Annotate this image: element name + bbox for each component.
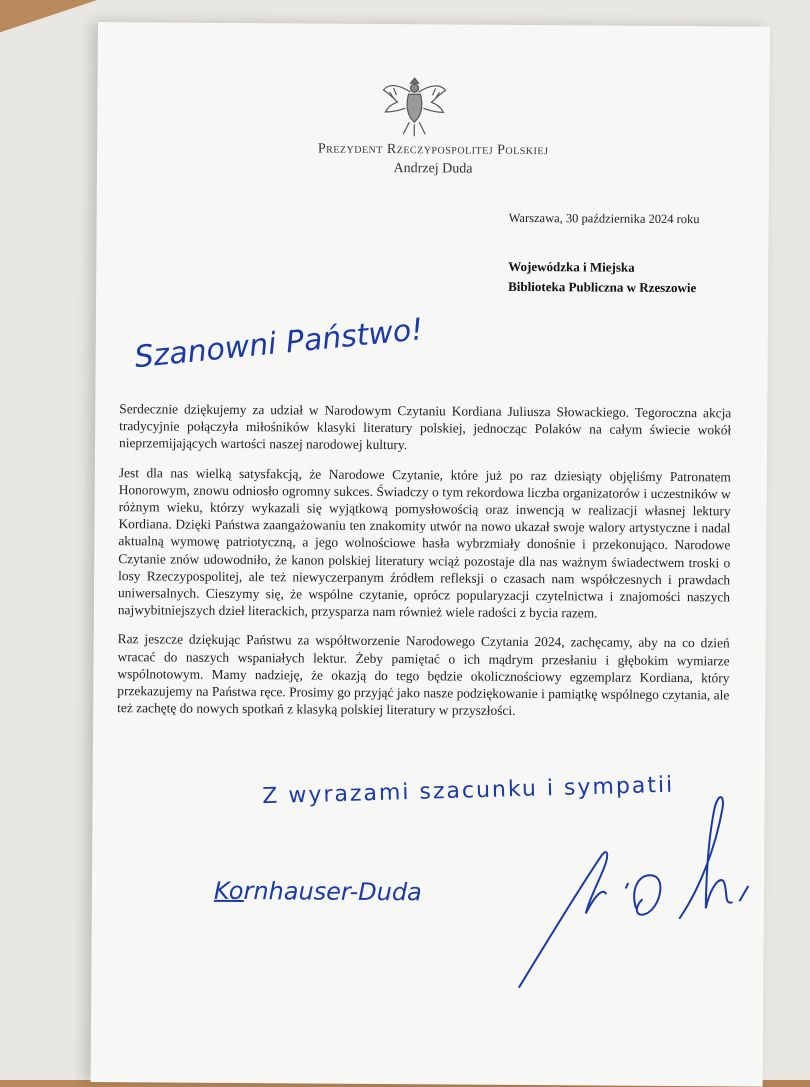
- letter-date: Warszawa, 30 października 2024 roku: [508, 210, 700, 227]
- recipient-line-2: Biblioteka Publiczna w Rzeszowie: [508, 278, 697, 296]
- letter-page: [91, 22, 770, 1087]
- paragraph-2: Jest dla nas wielką satysfakcją, że Narodowe Czytanie, które już po raz dziesiąty objęliśmy Patronatem Honorowym, znowu odniosło ogromny sukces. Świadczy o tym rekordowa liczba organizatorów i uczestników w różnym wieku, którzy wykazali się wyjątkową pomysłowością oraz inwencją w realizacji własnej lektury Kordiana. Dzięki Państwa zaangażowaniu ten znakomity utwór na nowo ukazał swoje walory artystyczne i nadal aktualną wymowę patriotyczną, a jego wolnościowe hasła wybrzmiały donośnie i przekonująco. Narodowe Czytanie znów udowodniło, że kanon polskiej literatury wciąż pozostaje dla nas ważnym świadectwem troski o losy Rzeczypospolitej, ale też niewyczerpanym źródłem refleksji o czasach nam współczesnych i prawdach uniwersalnych. Cieszymy się, że wspólne czytanie, oprócz popularyzacji czytelnictwa i znajomości naszych najwybitniejszych dzieł literackich, przysparza nam również wiele radości z bycia razem.: [117, 464, 731, 621]
- recipient-line-1: Wojewódzka i Miejska: [508, 258, 635, 275]
- paragraph-1: Serdecznie dziękujemy za udział w Narodowym Czytaniu Kordiana Juliusza Słowackiego. Tegoroczna akcja tradycyjnie połączyła miłośników klasyki literatury polskiej, jednocząc Polaków na całym świecie wokół nieprzemijających wartości naszej narodowej kultury.: [119, 401, 732, 453]
- polish-eagle-emblem: [379, 72, 449, 138]
- closing-text: Z wyrazami szacunku i sympatii: [262, 772, 675, 810]
- signature-left: [214, 865, 494, 917]
- handwritten-salutation: [132, 312, 425, 394]
- salutation-text: Szanowni Państwo!: [132, 312, 425, 376]
- header-name: Andrzej Duda: [393, 161, 473, 177]
- paragraph-3: Raz jeszcze dziękując Państwu za współtworzenie Narodowego Czytania 2024, zachęcamy, aby na co dzień wracać do naszych wspaniałych lektur. Żeby pamiętać o ich mądrym przesłaniu i głębokim wymiarze wspólnotowym. Mamy nadzieję, że okazją do tego będzie okolicznościowy egzemplarz Kordiana, który przekazujemy na Państwa ręce. Prosimy go przyjąć jako nasze podziękowanie i pamiątkę wspólnego czytania, ale też zachętę do nowych spotkań z klasyką polskiej literatury w przyszłości.: [117, 631, 730, 719]
- header-title: Prezydent Rzeczypospolitej Polskiej: [317, 141, 549, 159]
- signature-left-text: Kornhauser-Duda: [213, 876, 422, 907]
- recipient-block: [508, 257, 696, 298]
- letter-body: [117, 400, 731, 733]
- signature-right: [509, 767, 761, 1009]
